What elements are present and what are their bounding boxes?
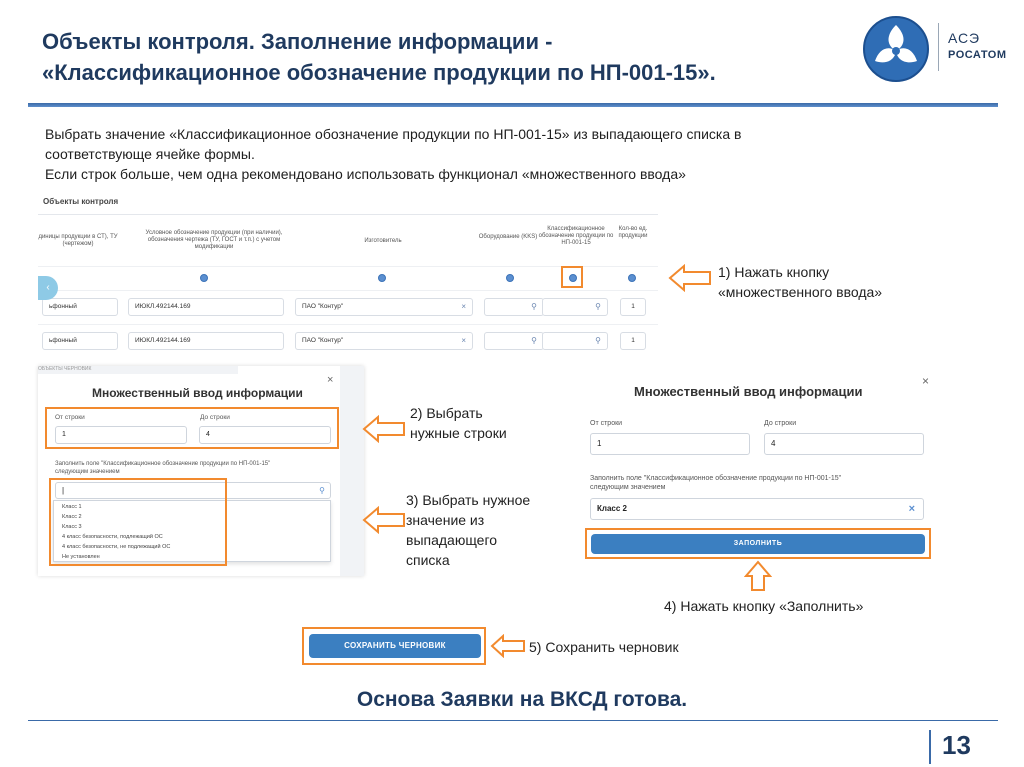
arrow-left-icon	[490, 634, 526, 658]
fill-field-label-line-1: Заполнить поле "Классификационное обозначение продукции по НП-001-15"	[55, 461, 271, 467]
save-draft-button[interactable]: СОХРАНИТЬ ЧЕРНОВИК	[309, 634, 481, 658]
step1-line-2: «множественного ввода»	[718, 284, 883, 300]
fill-field-label-line-2: следующим значением	[590, 484, 666, 491]
clear-icon[interactable]: ×	[461, 302, 466, 311]
step3-label	[406, 490, 530, 570]
dialog-title: Множественный ввод информации	[92, 386, 303, 400]
fill-field-label	[55, 460, 270, 476]
bottom-divider	[28, 720, 998, 721]
step2-line-2: нужные строки	[410, 425, 507, 441]
clear-icon[interactable]: ×	[461, 336, 466, 345]
logo-separator	[938, 23, 939, 71]
step3-line-1: 3) Выбрать нужное	[406, 492, 531, 508]
cell-manufacturer[interactable]	[295, 298, 473, 316]
close-icon[interactable]: ×	[922, 374, 930, 388]
to-row-input[interactable]: 4	[764, 433, 924, 455]
highlight-dropdown	[49, 478, 227, 566]
conclusion-text: Основа Заявки на ВКСД готова.	[356, 688, 688, 711]
cell-quantity[interactable]: 1	[620, 298, 646, 316]
rosatom-globe-icon	[862, 15, 930, 83]
from-row-input[interactable]: 1	[55, 426, 187, 444]
classification-select[interactable]	[590, 498, 924, 520]
dropdown-option[interactable]: Класс 1	[62, 504, 82, 510]
arrow-left-icon	[362, 506, 406, 534]
highlight-row-range	[45, 407, 339, 449]
section-title: Объекты контроля	[43, 197, 119, 206]
dropdown-option[interactable]: Класс 3	[62, 524, 82, 530]
rosatom-logo	[862, 15, 1012, 83]
slide-title	[42, 26, 842, 88]
cell-designation[interactable]: ИЮКЛ.492144.169	[128, 332, 284, 350]
arrow-left-icon	[668, 264, 712, 292]
side-collapse-tab[interactable]: ‹	[38, 276, 58, 300]
cell-equipment[interactable]	[484, 298, 544, 316]
step3-line-2: значение из	[406, 512, 485, 528]
multi-input-designation-icon[interactable]	[200, 274, 208, 282]
title-line-1: Объекты контроля. Заполнение информации -	[42, 29, 553, 54]
step3-line-4: списка	[406, 552, 450, 568]
clear-icon[interactable]: ×	[908, 503, 915, 515]
dropdown-option[interactable]: 4 класс безопасности, подлежащий ОС	[62, 534, 163, 540]
from-row-label: От строки	[590, 420, 623, 427]
page-number-separator	[929, 730, 931, 764]
intro-text	[45, 124, 905, 184]
header-top-line	[38, 214, 658, 215]
dropdown-option[interactable]: Класс 2	[62, 514, 82, 520]
row-divider	[38, 290, 658, 291]
step1-label	[718, 262, 882, 302]
intro-line-1: Выбрать значение «Классификационное обозначение продукции по НП-001-15» из выпадающего списка в	[45, 126, 742, 142]
cell-manufacturer[interactable]	[295, 332, 473, 350]
cell-manufacturer-value: ПАО "Контур"	[302, 303, 344, 310]
header-designation: Условное обозначение продукции (при наличии), обозначения чертежа (ТУ, ГОСТ и т.п.) с учетом модификации	[145, 230, 283, 250]
header-classification: Классификационное обозначение продукции по НП-001-15	[538, 226, 614, 246]
step1-line-1: 1) Нажать кнопку	[718, 264, 830, 280]
from-row-label: От строки	[55, 414, 85, 421]
arrow-up-icon	[744, 560, 772, 592]
search-icon: ⚲	[595, 302, 601, 311]
fill-field-label-line-2: следующим значением	[55, 469, 120, 475]
cell-manufacturer-value: ПАО "Контур"	[302, 337, 344, 344]
highlight-save-button	[302, 627, 486, 665]
selected-value: Класс 2	[597, 504, 627, 513]
title-line-2: «Классификационное обозначение продукции по НП-001-15».	[42, 60, 716, 85]
multi-input-equipment-icon[interactable]	[506, 274, 514, 282]
cell-quantity[interactable]: 1	[620, 332, 646, 350]
header-quantity: Кол-во ед. продукции	[618, 226, 648, 239]
dialog-title: Множественный ввод информации	[634, 384, 863, 399]
close-icon[interactable]: ×	[327, 374, 334, 386]
multi-input-manufacturer-icon[interactable]	[378, 274, 386, 282]
cell-equipment[interactable]	[484, 332, 544, 350]
logo-text-rosatom: РОСАТОМ	[948, 49, 1007, 61]
cell-unit[interactable]: ьфонный	[42, 332, 118, 350]
logo-text-ase: АСЭ	[948, 30, 981, 46]
fill-button[interactable]: ЗАПОЛНИТЬ	[591, 534, 925, 554]
dropdown-option[interactable]: Не установлен	[62, 554, 100, 560]
from-row-input[interactable]: 1	[590, 433, 750, 455]
highlight-multi-input	[561, 266, 583, 288]
dropdown-option[interactable]: 4 класс безопасности, не подлежащий ОС	[62, 544, 171, 550]
step4-label: 4) Нажать кнопку «Заполнить»	[664, 598, 864, 614]
step2-label	[410, 403, 507, 443]
cell-classification[interactable]	[542, 298, 608, 316]
to-row-label: До строки	[764, 420, 797, 427]
to-row-label: До строки	[200, 414, 230, 421]
multi-input-quantity-icon[interactable]	[628, 274, 636, 282]
header-unit: диницы продукции в СТ), ТУ (чертежом)	[38, 234, 118, 247]
step3-line-3: выпадающего	[406, 532, 498, 548]
intro-line-2: соответствующе ячейке формы.	[45, 146, 255, 162]
search-icon: ⚲	[531, 336, 537, 345]
intro-line-3: Если строк больше, чем одна рекомендовано использовать функционал «множественного ввода»	[45, 166, 686, 182]
row-divider	[38, 324, 658, 325]
cell-unit[interactable]: ьфонный	[42, 298, 118, 316]
to-row-input[interactable]: 4	[199, 426, 331, 444]
header-manufacturer: Изготовитель	[364, 238, 402, 244]
search-icon: ⚲	[531, 302, 537, 311]
step5-label: 5) Сохранить черновик	[529, 639, 679, 655]
top-divider	[28, 103, 998, 107]
background-tab-text: ОБЪЕКТЫ ЧЕРНОВИК	[38, 366, 238, 374]
dropdown-input-value: |	[62, 486, 65, 495]
search-icon: ⚲	[319, 486, 325, 495]
arrow-left-icon	[362, 415, 406, 443]
cell-classification[interactable]	[542, 332, 608, 350]
fill-field-label	[590, 474, 841, 492]
step2-line-1: 2) Выбрать	[410, 405, 483, 421]
background-strip	[340, 366, 364, 576]
highlight-fill-button	[585, 528, 931, 559]
cell-designation[interactable]: ИЮКЛ.492144.169	[128, 298, 284, 316]
header-equipment: Оборудование (KKS)	[478, 234, 538, 240]
fill-field-label-line-1: Заполнить поле "Классификационное обозначение продукции по НП-001-15"	[590, 475, 842, 482]
search-icon: ⚲	[595, 336, 601, 345]
page-number: 13	[942, 730, 971, 760]
